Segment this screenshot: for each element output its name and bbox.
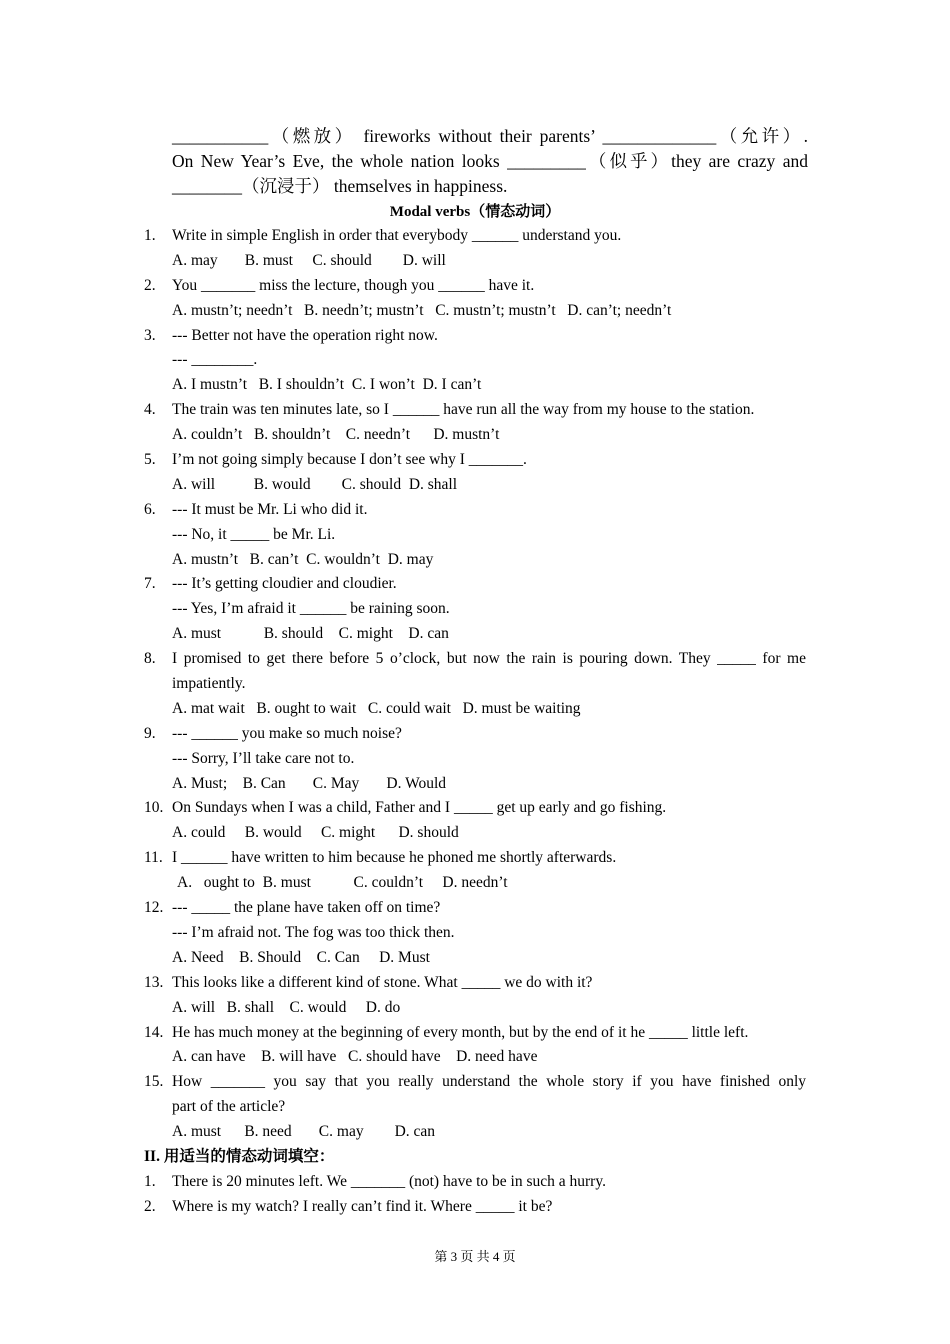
item-number: 2. [144,1197,156,1215]
question-row [0,1070,950,1095]
intro-paragraph [172,124,808,199]
question-number: 4. [144,401,156,419]
question-row [0,348,950,373]
fill-in-item [0,1170,950,1195]
question-row [0,647,950,672]
question-row [0,1045,950,1070]
question-row [0,423,950,448]
question-row [0,597,950,622]
question-row [0,572,950,597]
question-number: 8. [144,650,156,668]
question-row [0,772,950,797]
question-text: He has much money at the beginning of every month, but by the end of it he _____ little left. [172,1023,749,1041]
question-text: This looks like a different kind of stone. What _____ we do with it? [172,973,593,991]
question-row [0,996,950,1021]
question-number: 12. [144,899,164,917]
question-row [0,1095,950,1120]
question-text: --- I’m afraid not. The fog was too thick then. [172,923,455,941]
question-text: --- ______ you make so much noise? [172,724,402,742]
question-text: --- It’s getting cloudier and cloudier. [172,575,397,593]
page-footer: 第 3 页 共 4 页 [434,1249,516,1264]
question-row [0,324,950,349]
question-item [0,896,950,971]
answer-options: A. could B. would C. might D. should [172,824,459,842]
question-text: --- _____ the plane have taken off on time? [172,899,441,917]
answer-options: A. mat wait B. ought to wait C. could wait D. must be waiting [172,699,581,717]
answer-options: A. couldn’t B. shouldn’t C. needn’t D. mustn’t [172,426,500,444]
question-number: 10. [144,799,164,817]
question-text: impatiently. [172,675,246,693]
answer-options: A. mustn’t; needn’t B. needn’t; mustn’t C. mustn’t; mustn’t D. can’t; needn’t [172,301,672,319]
question-row [0,548,950,573]
question-text: How _______ you say that you really understand the whole story if you have finished only [172,1073,806,1091]
section-title: Modal verbs（情态动词） [389,204,561,220]
question-item [0,1021,950,1071]
item-text: Where is my watch? I really can’t find it. Where _____ it be? [172,1197,553,1215]
answer-options: A. will B. would C. should D. shall [172,475,458,493]
question-number: 1. [144,227,156,244]
question-number: 9. [144,724,156,742]
question-text: The train was ten minutes late, so I ______ have run all the way from my house to the station. [172,401,755,419]
question-row [0,796,950,821]
question-text: I ______ have written to him because he phoned me shortly afterwards. [172,849,617,867]
question-item [0,647,950,722]
answer-options: A. mustn’t B. can’t C. wouldn’t D. may [172,550,434,568]
question-item [0,448,950,498]
question-item [0,971,950,1021]
question-row [0,498,950,523]
question-row [0,274,950,299]
question-row [0,398,950,423]
question-number: 5. [144,451,156,469]
question-text: I promised to get there before 5 o’clock, but now the rain is pouring down. They _____ for me [172,650,806,668]
question-number: 13. [144,973,164,991]
intro-line: ________（沉浸于） themselves in happiness. [172,176,508,196]
answer-options: A. Must; B. Can C. May D. Would [172,774,447,792]
question-row [0,896,950,921]
question-item [0,224,950,274]
question-row [0,971,950,996]
question-row [0,224,950,249]
question-text: You _______ miss the lecture, though you ______ have it. [172,276,535,294]
question-number: 7. [144,575,156,593]
section-heading-row [0,1145,950,1170]
question-number: 14. [144,1023,164,1041]
question-row [0,373,950,398]
question-text: --- Yes, I’m afraid it ______ be raining soon. [172,600,450,618]
question-row [0,249,950,274]
question-number: 11. [144,849,163,867]
question-item [0,722,950,797]
question-number: 2. [144,276,156,294]
question-row [0,747,950,772]
question-row [0,1120,950,1145]
question-item [0,498,950,573]
question-item [0,846,950,896]
question-number: 3. [144,326,156,344]
question-row [0,846,950,871]
question-item [0,324,950,399]
fill-in-item [0,1195,950,1220]
item-number: 1. [144,1172,156,1190]
question-row [0,448,950,473]
question-item [0,572,950,647]
question-row [0,697,950,722]
answer-options: A. I mustn’t B. I shouldn’t C. I won’t D. I can’t [172,376,482,394]
question-row [0,523,950,548]
question-row [0,299,950,324]
question-row [0,1021,950,1046]
question-row [0,722,950,747]
question-row [0,871,950,896]
answer-options: A. ought to B. must C. couldn’t D. needn’t [177,874,508,892]
question-row [0,473,950,498]
answer-options: A. can have B. will have C. should have D. need have [172,1048,538,1066]
intro-line: ___________（燃放） fireworks without their parents’ _____________（允许）. [172,126,808,146]
answer-options: A. must B. should C. might D. can [172,625,449,643]
question-item [0,1070,950,1145]
question-text: --- No, it _____ be Mr. Li. [172,525,336,543]
answer-options: A. will B. shall C. would D. do [172,998,401,1016]
question-text: --- Better not have the operation right now. [172,326,438,344]
question-number: 15. [144,1073,164,1091]
answer-options: A. may B. must C. should D. will [172,251,446,269]
question-number: 6. [144,500,156,518]
answer-options: A. must B. need C. may D. can [172,1123,436,1141]
question-row [0,821,950,846]
question-row [0,672,950,697]
item-text: There is 20 minutes left. We _______ (not) have to be in such a hurry. [172,1172,606,1190]
question-text: Write in simple English in order that everybody ______ understand you. [172,227,622,244]
answer-options: A. Need B. Should C. Can D. Must [172,948,430,966]
question-item [0,796,950,846]
question-text: --- Sorry, I’ll take care not to. [172,749,355,767]
question-text: part of the article? [172,1098,286,1116]
question-row [0,946,950,971]
question-item [0,274,950,324]
question-text: I’m not going simply because I don’t see why I _______. [172,451,527,469]
question-text: --- ________. [172,351,258,369]
section-2-title: II. 用适当的情态动词填空： [144,1147,335,1165]
question-row [0,622,950,647]
question-item [0,398,950,448]
question-text: --- It must be Mr. Li who did it. [172,500,368,518]
question-text: On Sundays when I was a child, Father and I _____ get up early and go fishing. [172,799,667,817]
question-row [0,921,950,946]
intro-line: On New Year’s Eve, the whole nation looks _________（似乎）they are crazy and [172,151,808,171]
question-list [0,224,950,1220]
